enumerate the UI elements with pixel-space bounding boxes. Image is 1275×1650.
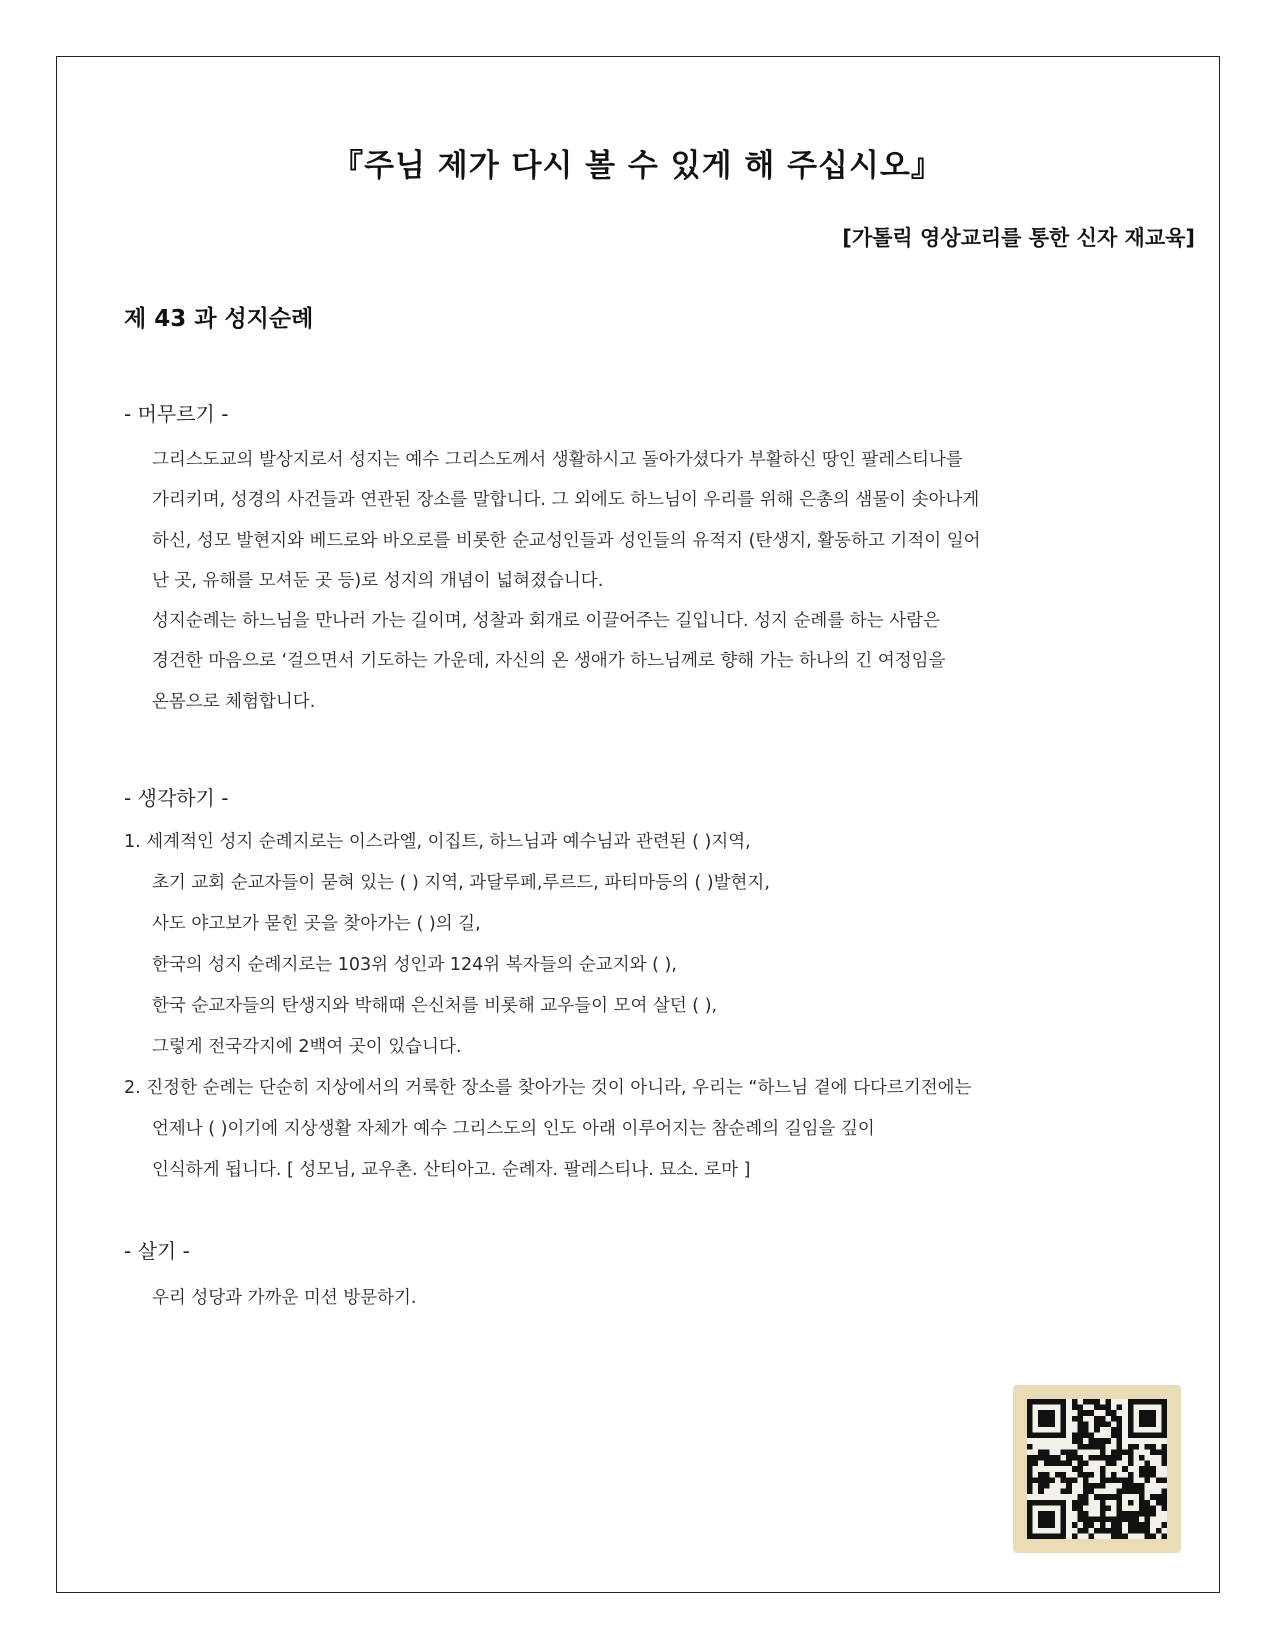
document-title: 『주님 제가 다시 볼 수 있게 해 주십시오』 xyxy=(332,148,943,184)
list-item xyxy=(124,822,1194,1068)
meditate-line: 하신, 성모 발현지와 베드로와 바오로를 비롯한 순교성인들과 성인들의 유적지 (탄생지, 활동하고 기적이 일어 xyxy=(152,530,981,551)
lesson-title: 제 43 과 성지순례 xyxy=(124,306,314,332)
list-item xyxy=(124,1068,1194,1191)
meditate-line: 가리키며, 성경의 사건들과 연관된 장소를 말합니다. 그 외에도 하느님이 우리를 위해 은총의 샘물이 솟아나게 xyxy=(152,490,980,511)
document-subtitle: [가톨릭 영상교리를 통한 신자 재교육] xyxy=(842,226,1195,250)
live-line: 우리 성당과 가까운 미션 방문하기. xyxy=(152,1288,417,1308)
meditate-line: 그리스도교의 발상지로서 성지는 예수 그리스도께서 생활하시고 돌아가셨다가 부활하신 땅인 팔레스티나를 xyxy=(152,450,963,470)
list-item-line: 그렇게 전국각지에 2백여 곳이 있습니다. xyxy=(152,1037,462,1057)
qr-code-graphic xyxy=(1027,1399,1167,1539)
meditate-line: 성지순례는 하느님을 만나러 가는 길이며, 성찰과 회개로 이끌어주는 길입니다. 성지 순례를 하는 사람은 xyxy=(152,611,940,632)
list-item-line: 1. 세계적인 성지 순례지로는 이스라엘, 이집트, 하느님과 예수님과 관련된 ( )지역, xyxy=(124,832,751,852)
meditate-line: 경건한 마음으로 ‘걸으면서 기도하는 가운데, 자신의 온 생애가 하느님께로 향해 가는 하나의 긴 여정임을 xyxy=(152,651,946,672)
list-item-line: 언제나 ( )이기에 지상생활 자체가 예수 그리스도의 인도 아래 이루어지는 참순례의 길임을 깊이 xyxy=(152,1119,875,1139)
list-item-line: 인식하게 됩니다. [ 성모님, 교우촌. 산티아고. 순례자. 팔레스티나. 묘소. 로마 ] xyxy=(152,1160,751,1180)
list-item-line: 2. 진정한 순례는 단순히 지상에서의 거룩한 장소를 찾아가는 것이 아니라, 우리는 “하느님 곁에 다다르기전에는 xyxy=(124,1078,972,1098)
meditate-line: 온몸으로 체험합니다. xyxy=(152,691,316,712)
list-item-line: 초기 교회 순교자들이 묻혀 있는 ( ) 지역, 과달루페,루르드, 파티마등의 ( )발현지, xyxy=(152,873,770,893)
list-item-line: 한국의 성지 순례지로는 103위 성인과 124위 복자들의 순교지와 ( ), xyxy=(152,955,677,975)
think-list xyxy=(124,822,1194,1191)
list-item-line: 한국 순교자들의 탄생지와 박해때 은신처를 비롯해 교우들이 모여 살던 ( ), xyxy=(152,996,718,1016)
meditate-line: 난 곳, 유해를 모셔둔 곳 등)로 성지의 개념이 넓혀졌습니다. xyxy=(152,570,604,591)
section-heading-think: - 생각하기 - xyxy=(124,786,229,810)
live-paragraph xyxy=(152,1278,1182,1318)
qr-code-icon xyxy=(1013,1385,1181,1553)
section-heading-meditate: - 머무르기 - xyxy=(124,402,229,426)
section-heading-live: - 살기 - xyxy=(124,1239,190,1263)
list-item-line: 사도 야고보가 묻힌 곳을 찾아가는 ( )의 길, xyxy=(152,914,481,934)
meditate-paragraph xyxy=(152,440,1182,722)
